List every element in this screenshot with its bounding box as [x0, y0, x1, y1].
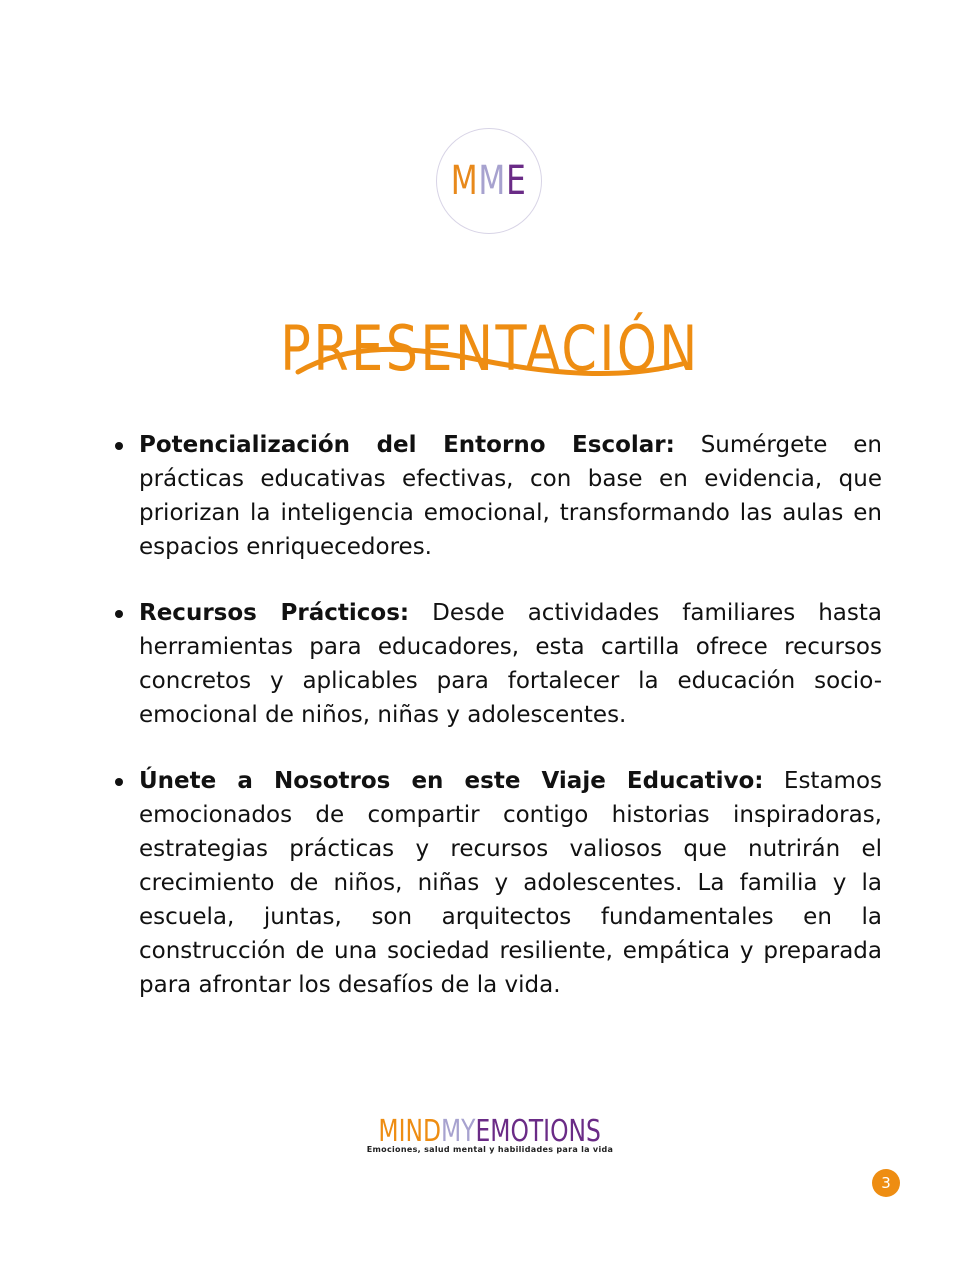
brand-name-my: MY	[441, 1114, 476, 1149]
logo-letter-3: E	[506, 158, 527, 204]
bullet-list	[115, 428, 882, 1034]
brand-tagline: Emociones, salud mental y habilidades para la vida	[366, 1145, 614, 1154]
bullet-item	[115, 764, 882, 1002]
title-underline-swash	[290, 340, 690, 390]
bullet-heading: Únete a Nosotros en este Viaje Educativo:	[139, 768, 764, 794]
brand-name	[379, 1114, 601, 1149]
brand-footer-logo	[0, 1114, 980, 1154]
bullet-dot	[115, 778, 123, 786]
page-title: PRESENTACIÓN	[280, 311, 700, 385]
bullet-heading: Recursos Prácticos:	[139, 600, 410, 626]
bullet-dot	[115, 610, 123, 618]
mme-logo-text	[451, 158, 527, 204]
bullet-item	[115, 596, 882, 732]
mme-logo	[436, 128, 542, 234]
bullet-dot	[115, 442, 123, 450]
bullet-body: Sumérgete en prácticas educativas efectivas, con base en evidencia, que priorizan la inteligencia emocional, transformando las aulas en espacios enriquecedores.	[139, 432, 882, 560]
page-number-badge: 3	[872, 1169, 900, 1197]
logo-letter-1: M	[451, 158, 479, 204]
bullet-item	[115, 428, 882, 564]
bullet-heading: Potencialización del Entorno Escolar:	[139, 432, 675, 458]
brand-name-mind: MIND	[378, 1114, 442, 1149]
bullet-body: Estamos emocionados de compartir contigo historias inspiradoras, estrategias prácticas y recursos valiosos que nutrirán el crecimiento de niños, niñas y adolescentes. La familia y la escuela, juntas, son arquitectos fundamentales en la construcción de una sociedad resiliente, empática y preparada para afrontar los desafíos de la vida.	[139, 768, 882, 998]
brand-name-emotions: EMOTIONS	[475, 1114, 602, 1149]
logo-letter-2: M	[478, 158, 507, 204]
bullet-body: Desde actividades familiares hasta herramientas para educadores, esta cartilla ofrece recursos concretos y aplicables para fortalecer la educación socio-emocional de niños, niñas y adolescentes.	[139, 600, 882, 728]
